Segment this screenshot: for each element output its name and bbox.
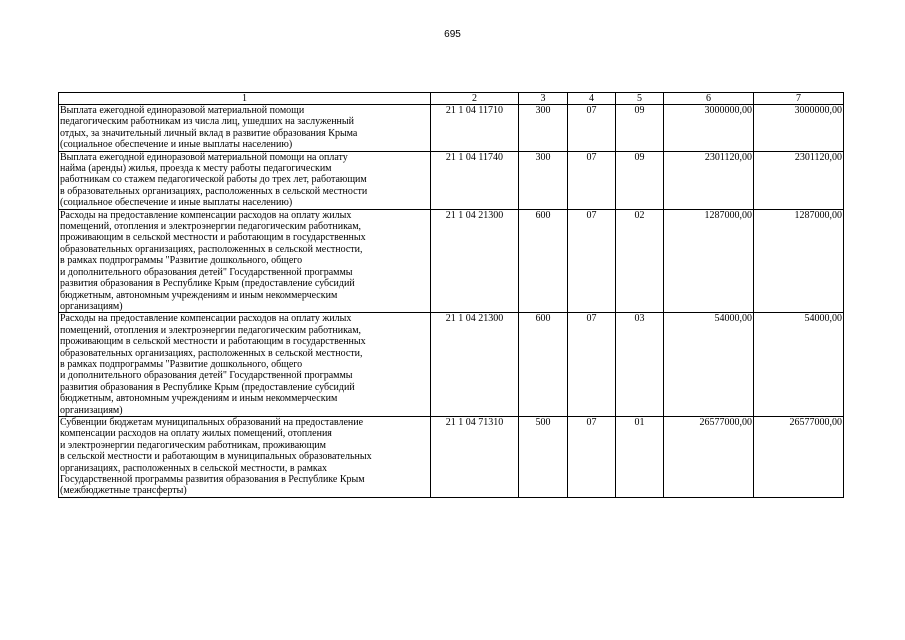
row-col5: 09 — [616, 105, 664, 152]
row-col5: 09 — [616, 151, 664, 209]
row-description: Выплата ежегодной единоразовой материальной помощи педагогическим работникам из числа лиц, ушедших на заслуженный отдых, за значительный личный вклад в развитие образования Крыма (социальное обеспечение и иные выплаты населению) — [59, 105, 431, 152]
row-col3: 500 — [519, 416, 568, 497]
row-col4: 07 — [568, 151, 616, 209]
row-col3: 600 — [519, 209, 568, 313]
row-amount-2: 3000000,00 — [754, 105, 844, 152]
row-col5: 01 — [616, 416, 664, 497]
table-row — [59, 313, 844, 417]
column-header: 6 — [664, 93, 754, 105]
column-header: 3 — [519, 93, 568, 105]
row-code: 21 1 04 11710 — [431, 105, 519, 152]
row-amount-1: 26577000,00 — [664, 416, 754, 497]
row-col4: 07 — [568, 209, 616, 313]
row-col4: 07 — [568, 105, 616, 152]
page-number: 695 — [444, 29, 461, 40]
table-row — [59, 209, 844, 313]
row-amount-1: 3000000,00 — [664, 105, 754, 152]
table-row — [59, 151, 844, 209]
row-code: 21 1 04 71310 — [431, 416, 519, 497]
column-header: 2 — [431, 93, 519, 105]
row-amount-2: 54000,00 — [754, 313, 844, 417]
column-header: 7 — [754, 93, 844, 105]
row-code: 21 1 04 21300 — [431, 313, 519, 417]
row-col3: 300 — [519, 105, 568, 152]
row-col4: 07 — [568, 416, 616, 497]
row-description: Расходы на предоставление компенсации расходов на оплату жилых помещений, отопления и электроэнергии педагогическим работникам, проживающим в сельской местности и работающим в государственных образовательных организациях, расположенных в сельской местности, в рамках подпрограммы "Развитие дошкольного, общего и дополнительного образования детей" Государственной программы развития образования в Республике Крым (предоставление субсидий бюджетным, автономным учреждениям и иным некоммерческим организациям) — [59, 209, 431, 313]
row-col5: 02 — [616, 209, 664, 313]
table-row — [59, 416, 844, 497]
row-amount-2: 2301120,00 — [754, 151, 844, 209]
row-amount-1: 54000,00 — [664, 313, 754, 417]
column-header: 4 — [568, 93, 616, 105]
row-amount-1: 2301120,00 — [664, 151, 754, 209]
row-code: 21 1 04 11740 — [431, 151, 519, 209]
budget-table — [58, 92, 844, 498]
column-header: 5 — [616, 93, 664, 105]
row-col5: 03 — [616, 313, 664, 417]
row-col3: 600 — [519, 313, 568, 417]
row-col3: 300 — [519, 151, 568, 209]
row-amount-2: 26577000,00 — [754, 416, 844, 497]
row-description: Субвенции бюджетам муниципальных образований на предоставление компенсации расходов на оплату жилых помещений, отопления и электроэнергии педагогическим работникам, проживающим в сельской местности и работающим в муниципальных образовательных организациях, расположенных в сельской местности, в рамках Государственной программы развития образования в Республике Крым (межбюджетные трансферты) — [59, 416, 431, 497]
row-code: 21 1 04 21300 — [431, 209, 519, 313]
row-col4: 07 — [568, 313, 616, 417]
column-header: 1 — [59, 93, 431, 105]
row-description: Расходы на предоставление компенсации расходов на оплату жилых помещений, отопления и электроэнергии педагогическим работникам, проживающим в сельской местности и работающим в государственных образовательных организациях, расположенных в сельской местности, в рамках подпрограммы "Развитие дошкольного, общего и дополнительного образования детей" Государственной программы развития образования в Республике Крым (предоставление субсидий бюджетным, автономным учреждениям и иным некоммерческим организациям) — [59, 313, 431, 417]
row-amount-2: 1287000,00 — [754, 209, 844, 313]
row-description: Выплата ежегодной единоразовой материальной помощи на оплату найма (аренды) жилья, проезда к месту работы педагогическим работникам со стажем педагогической работы до трех лет, работающим в образовательных организациях, расположенных в сельской местности (социальное обеспечение и иные выплаты населению) — [59, 151, 431, 209]
table-row — [59, 105, 844, 152]
row-amount-1: 1287000,00 — [664, 209, 754, 313]
header-row — [59, 93, 844, 105]
